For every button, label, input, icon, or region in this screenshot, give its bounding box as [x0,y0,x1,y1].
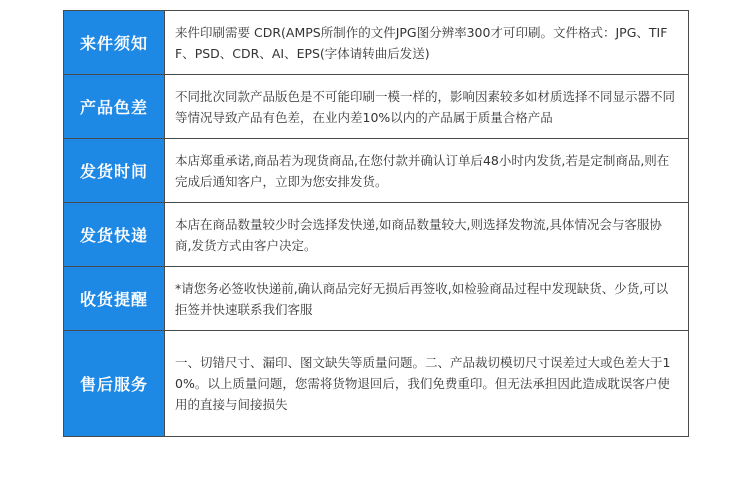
row-label: 发货快递 [64,203,165,267]
table-row [64,11,689,75]
table-row [64,75,689,139]
table-row [64,331,689,437]
table-row [64,267,689,331]
table-row [64,203,689,267]
row-label: 收货提醒 [64,267,165,331]
row-label: 售后服务 [64,331,165,437]
row-content: 本店在商品数量较少时会选择发快递,如商品数量较大,则选择发物流,具体情况会与客服协商,发货方式由客户决定。 [165,203,689,267]
row-content: 本店郑重承诺,商品若为现货商品,在您付款并确认订单后48小时内发货,若是定制商品,则在完成后通知客户，立即为您安排发货。 [165,139,689,203]
row-content: *请您务必签收快递前,确认商品完好无损后再签收,如检验商品过程中发现缺货、少货,可以拒签并快速联系我们客服 [165,267,689,331]
info-table [63,10,689,437]
row-content: 来件印刷需要 CDR(AMPS所制作的文件JPG图分辨率300才可印刷。文件格式：JPG、TIFF、PSD、CDR、AI、EPS(字体请转曲后发送) [165,11,689,75]
table-row [64,139,689,203]
row-content: 不同批次同款产品版色是不可能印刷一模一样的，影响因素较多如材质选择不同显示器不同等情况导致产品有色差，在业内差10%以内的产品属于质量合格产品 [165,75,689,139]
row-label: 来件须知 [64,11,165,75]
row-label: 发货时间 [64,139,165,203]
row-label: 产品色差 [64,75,165,139]
row-content: 一、切错尺寸、漏印、图文缺失等质量问题。二、产品裁切模切尺寸误差过大或色差大于10%。以上质量问题，您需将货物退回后，我们免费重印。但无法承担因此造成耽误客户使用的直接与间接损失 [165,331,689,437]
